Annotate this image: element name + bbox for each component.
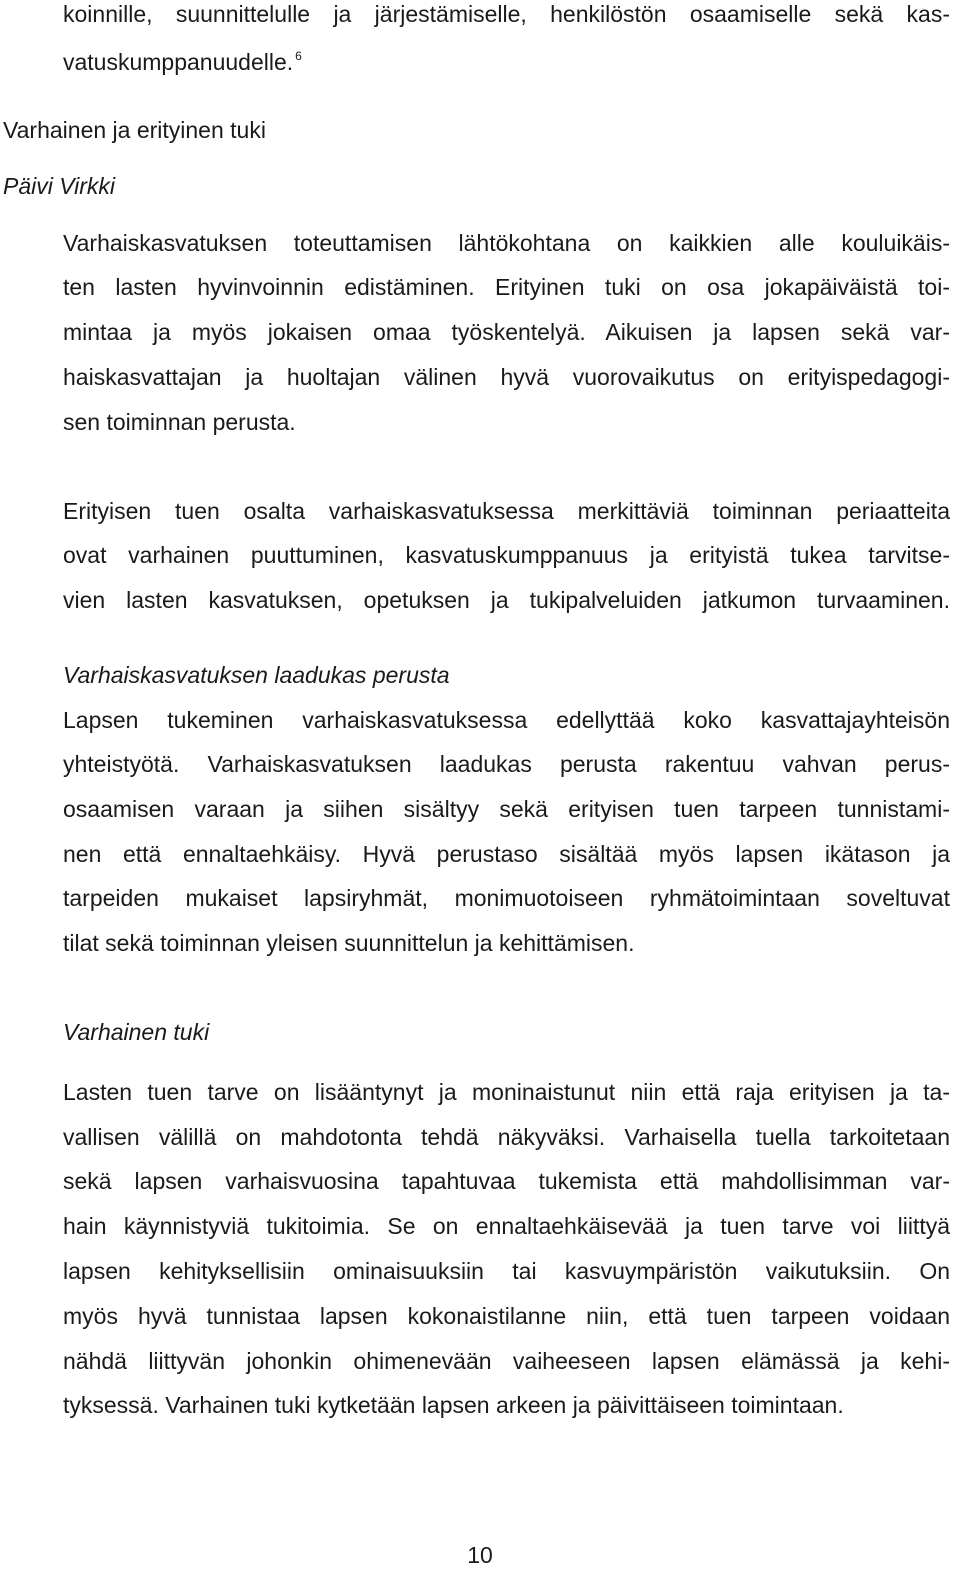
subsection-2-line: hain käynnistyviä tukitoimia. Se on ennaltaehkäisevää ja tuen tarve voi liittyä [63,1213,950,1239]
paragraph-1-line: sen toiminnan perusta. [63,409,296,435]
subsection-1-line: tilat sekä toiminnan yleisen suunnittelun ja kehittämisen. [63,930,635,956]
subsection-2-line: vallisen välillä on mahdotonta tehdä näkyväksi. Varhaisella tuella tarkoitetaan [63,1124,950,1150]
paragraph-2-line: vien lasten kasvatuksen, opetuksen ja tukipalveluiden jatkumon turvaaminen. [63,587,950,613]
intro-line-2 [63,42,302,76]
footnote-ref: 6 [295,49,302,63]
subsection-1-line: tarpeiden mukaiset lapsiryhmät, monimuotoiseen ryhmätoimintaan soveltuvat [63,885,950,911]
paragraph-1-line: ten lasten hyvinvoinnin edistäminen. Erityinen tuki on osa jokapäiväistä toi- [63,274,950,300]
subsection-heading: Varhaiskasvatuksen laadukas perusta [63,662,450,688]
subsection-1-line: osaamisen varaan ja siihen sisältyy sekä erityisen tuen tarpeen tunnistami- [63,796,950,822]
subsection-2-line: sekä lapsen varhaisvuosina tapahtuvaa tukemista että mahdollisimman var- [63,1168,950,1194]
page-number: 10 [467,1542,493,1568]
subsection-heading: Varhainen tuki [63,1019,210,1045]
subsection-2-line: lapsen kehityksellisiin ominaisuuksiin tai kasvuympäristön vaikutuksiin. On [63,1258,950,1284]
subsection-1-line: Lapsen tukeminen varhaiskasvatuksessa edellyttää koko kasvattajayhteisön [63,707,950,733]
subsection-1-line: yhteistyötä. Varhaiskasvatuksen laadukas perusta rakentuu vahvan perus- [63,751,950,777]
intro-line-1: koinnille, suunnittelulle ja järjestämiselle, henkilöstön osaamiselle sekä kas- [63,1,950,27]
paragraph-1-line: mintaa ja myös jokaisen omaa työskentelyä. Aikuisen ja lapsen sekä var- [63,319,950,345]
intro-line-2-text: vatuskumppanuudelle. [63,49,294,75]
paragraph-2-line: ovat varhainen puuttuminen, kasvatuskumppanuus ja erityistä tukea tarvitse- [63,542,950,568]
subsection-2-line: Lasten tuen tarve on lisääntynyt ja moninaistunut niin että raja erityisen ja ta- [63,1079,950,1105]
subsection-2-line: nähdä liittyvän johonkin ohimenevään vaiheeseen lapsen elämässä ja kehi- [63,1348,950,1374]
subsection-1-line: nen että ennaltaehkäisy. Hyvä perustaso sisältää myös lapsen ikätason ja [63,841,950,867]
paragraph-2-line: Erityisen tuen osalta varhaiskasvatuksessa merkittäviä toiminnan periaatteita [63,498,950,524]
section-heading: Varhainen ja erityinen tuki [3,117,266,143]
section-author: Päivi Virkki [3,173,116,199]
paragraph-1-line: haiskasvattajan ja huoltajan välinen hyvä vuorovaikutus on erityispedagogi- [63,364,950,390]
subsection-2-line: myös hyvä tunnistaa lapsen kokonaistilanne niin, että tuen tarpeen voidaan [63,1303,950,1329]
subsection-2-line: tyksessä. Varhainen tuki kytketään lapsen arkeen ja päivittäiseen toimintaan. [63,1392,844,1418]
paragraph-1-line: Varhaiskasvatuksen toteuttamisen lähtökohtana on kaikkien alle kouluikäis- [63,230,950,256]
